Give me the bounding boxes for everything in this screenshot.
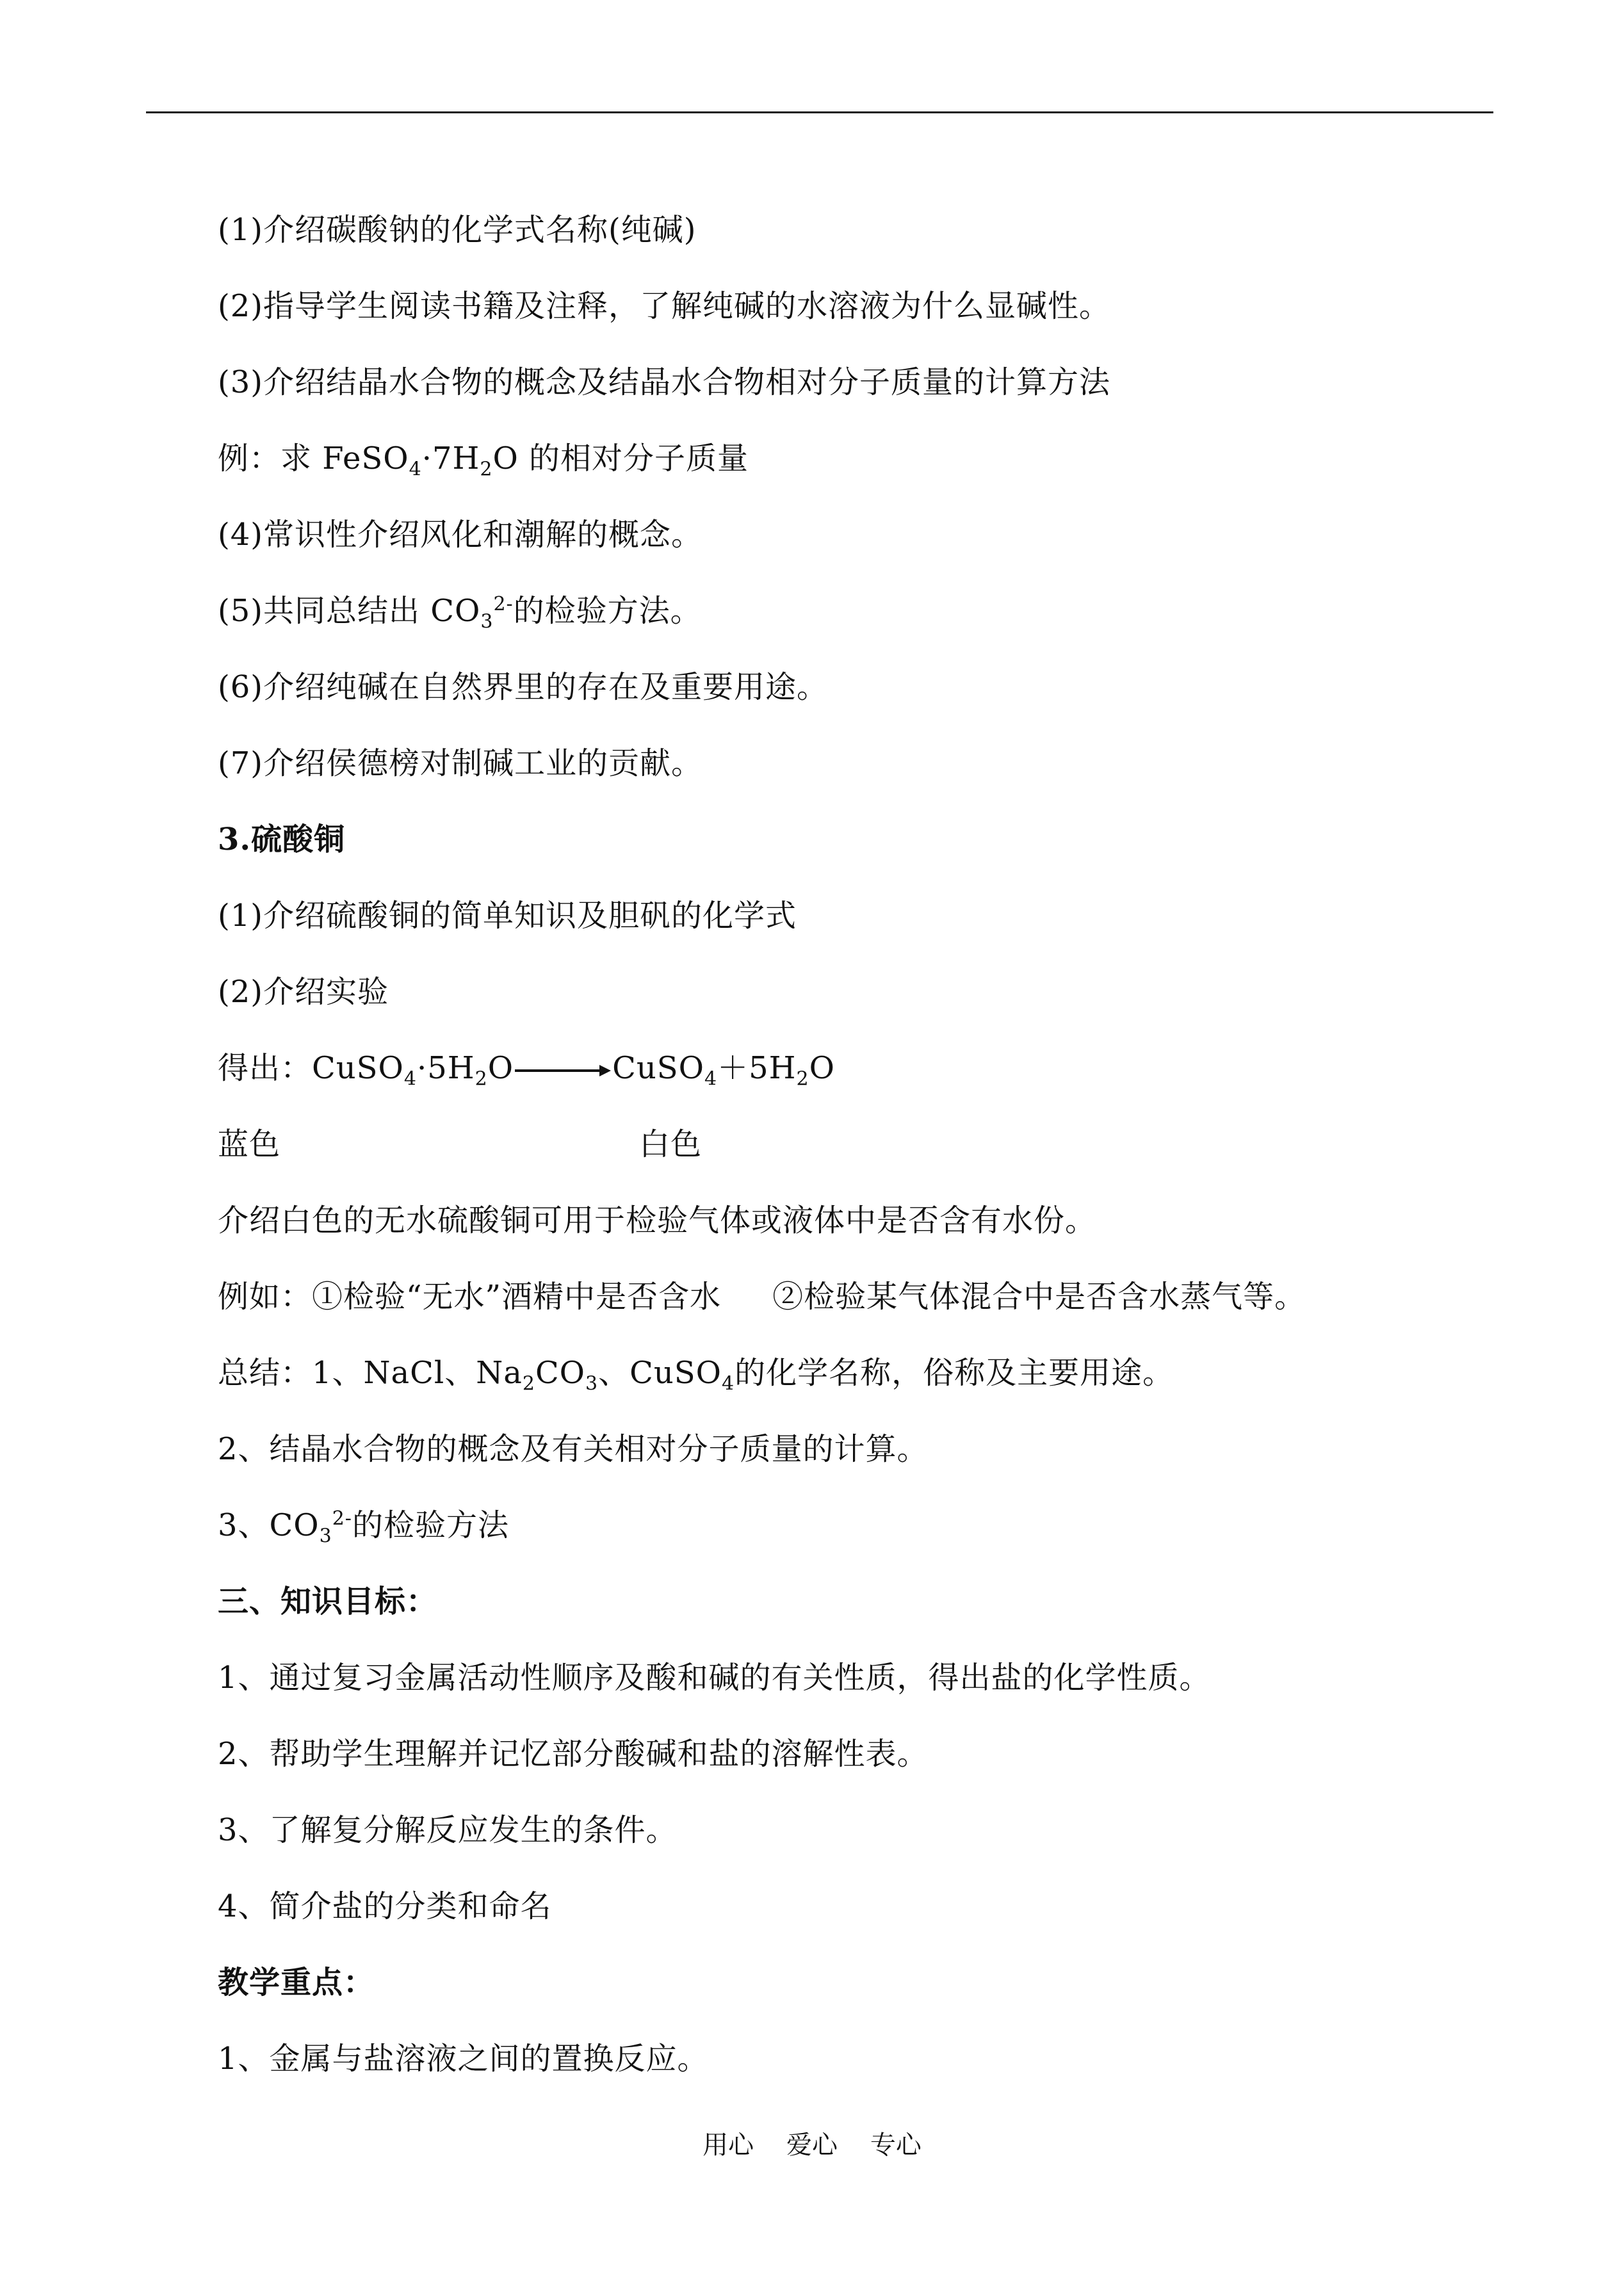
line-soda-uses: (6)介绍纯碱在自然界里的存在及重要用途。 bbox=[218, 669, 828, 705]
reaction-arrow-icon bbox=[515, 1069, 611, 1073]
line-goal-4: 4、简介盐的分类和命名 bbox=[218, 1888, 552, 1924]
line-summary-1 bbox=[218, 1335, 1492, 1411]
line-sodium-carbonate-name: (1)介绍碳酸钠的化学式名称(纯碱) bbox=[218, 212, 697, 248]
line-goal-1: 1、通过复习金属活动性顺序及酸和碱的有关性质，得出盐的化学性质。 bbox=[218, 1660, 1211, 1696]
carbonate-suffix: 的检验方法。 bbox=[513, 593, 702, 629]
color-blue-label: 蓝色 bbox=[218, 1126, 281, 1162]
line-hou-debang: (7)介绍侯德榜对制碱工业的贡献。 bbox=[218, 745, 702, 781]
equation-sub-2: 2 bbox=[475, 1067, 488, 1091]
example-gas: ②检验某气体混合中是否含水蒸气等。 bbox=[772, 1279, 1306, 1315]
carbonate-subscript: 3 bbox=[480, 610, 494, 633]
example-alcohol: 例如：①检验“无水”酒精中是否含水 bbox=[218, 1279, 722, 1315]
example-mid: ·7H bbox=[421, 441, 480, 476]
summary3-prefix: 3、CO bbox=[218, 1507, 320, 1543]
document-body bbox=[218, 192, 1492, 2097]
section-heading-teaching-focus: 教学重点： bbox=[218, 1965, 375, 2000]
summary3-suffix: 的检验方法 bbox=[352, 1507, 509, 1543]
line-summary-3 bbox=[218, 1488, 1492, 1564]
section-heading-copper-sulfate: 3.硫酸铜 bbox=[218, 822, 346, 857]
example-subscript-2: 2 bbox=[480, 458, 493, 481]
line-hydrate-concept: (3)介绍结晶水合物的概念及结晶水合物相对分子质量的计算方法 bbox=[218, 364, 1110, 400]
line-efflorescence: (4)常识性介绍风化和潮解的概念。 bbox=[218, 517, 702, 553]
line-example-feso4 bbox=[218, 421, 1492, 497]
equation-part-3: O bbox=[487, 1050, 514, 1086]
example-subscript-4: 4 bbox=[409, 458, 422, 481]
header-rule bbox=[146, 111, 1493, 113]
example-suffix: O 的相对分子质量 bbox=[492, 441, 749, 476]
carbonate-prefix: (5)共同总结出 CO bbox=[218, 593, 481, 629]
line-colors bbox=[218, 1107, 1492, 1183]
summary-sub-2: 3 bbox=[585, 1372, 599, 1395]
summary-part-1: 总结：1、NaCl、Na bbox=[218, 1355, 523, 1391]
summary-sub-1: 2 bbox=[522, 1372, 535, 1395]
equation-part-2: ·5H bbox=[416, 1050, 475, 1086]
line-carbonate-test bbox=[218, 573, 1492, 649]
section-heading-knowledge-goals: 三、知识目标： bbox=[218, 1584, 438, 1619]
equation-sub-3: 4 bbox=[704, 1067, 718, 1091]
summary-part-4: 的化学名称，俗称及主要用途。 bbox=[735, 1355, 1174, 1391]
line-goal-2: 2、帮助学生理解并记忆部分酸碱和盐的溶解性表。 bbox=[218, 1736, 929, 1772]
line-examples bbox=[218, 1259, 1492, 1335]
example-prefix: 例：求 FeSO bbox=[218, 441, 409, 476]
line-summary-2: 2、结晶水合物的概念及有关相对分子质量的计算。 bbox=[218, 1431, 929, 1467]
summary-part-3: 、CuSO bbox=[598, 1355, 722, 1391]
summary3-subscript: 3 bbox=[319, 1525, 332, 1548]
equation-part-1: 得出：CuSO bbox=[218, 1050, 404, 1086]
page-footer: 用心 爱心 专心 bbox=[702, 2130, 922, 2160]
equation-sub-4: 2 bbox=[796, 1067, 809, 1091]
equation-part-5: ＋5H bbox=[717, 1050, 797, 1086]
line-read-books: (2)指导学生阅读书籍及注释，了解纯碱的水溶液为什么显碱性。 bbox=[218, 288, 1110, 324]
line-goal-3: 3、了解复分解反应发生的条件。 bbox=[218, 1812, 678, 1848]
summary-sub-3: 4 bbox=[722, 1372, 735, 1395]
line-anhydrous-copper-sulfate: 介绍白色的无水硫酸铜可用于检验气体或液体中是否含有水份。 bbox=[218, 1203, 1097, 1238]
carbonate-charge: 2- bbox=[493, 593, 514, 615]
line-copper-sulfate-intro: (1)介绍硫酸铜的简单知识及胆矾的化学式 bbox=[218, 898, 797, 934]
summary3-charge: 2- bbox=[332, 1507, 352, 1530]
equation-part-4: CuSO bbox=[612, 1050, 704, 1086]
color-white-label: 白色 bbox=[639, 1126, 702, 1162]
line-focus-1: 1、金属与盐溶液之间的置换反应。 bbox=[218, 2041, 709, 2077]
line-experiment: (2)介绍实验 bbox=[218, 974, 389, 1010]
equation-sub-1: 4 bbox=[403, 1067, 417, 1091]
line-reaction-equation bbox=[218, 1030, 1492, 1107]
summary-part-2: CO bbox=[535, 1355, 586, 1391]
equation-part-6: O bbox=[809, 1050, 835, 1086]
